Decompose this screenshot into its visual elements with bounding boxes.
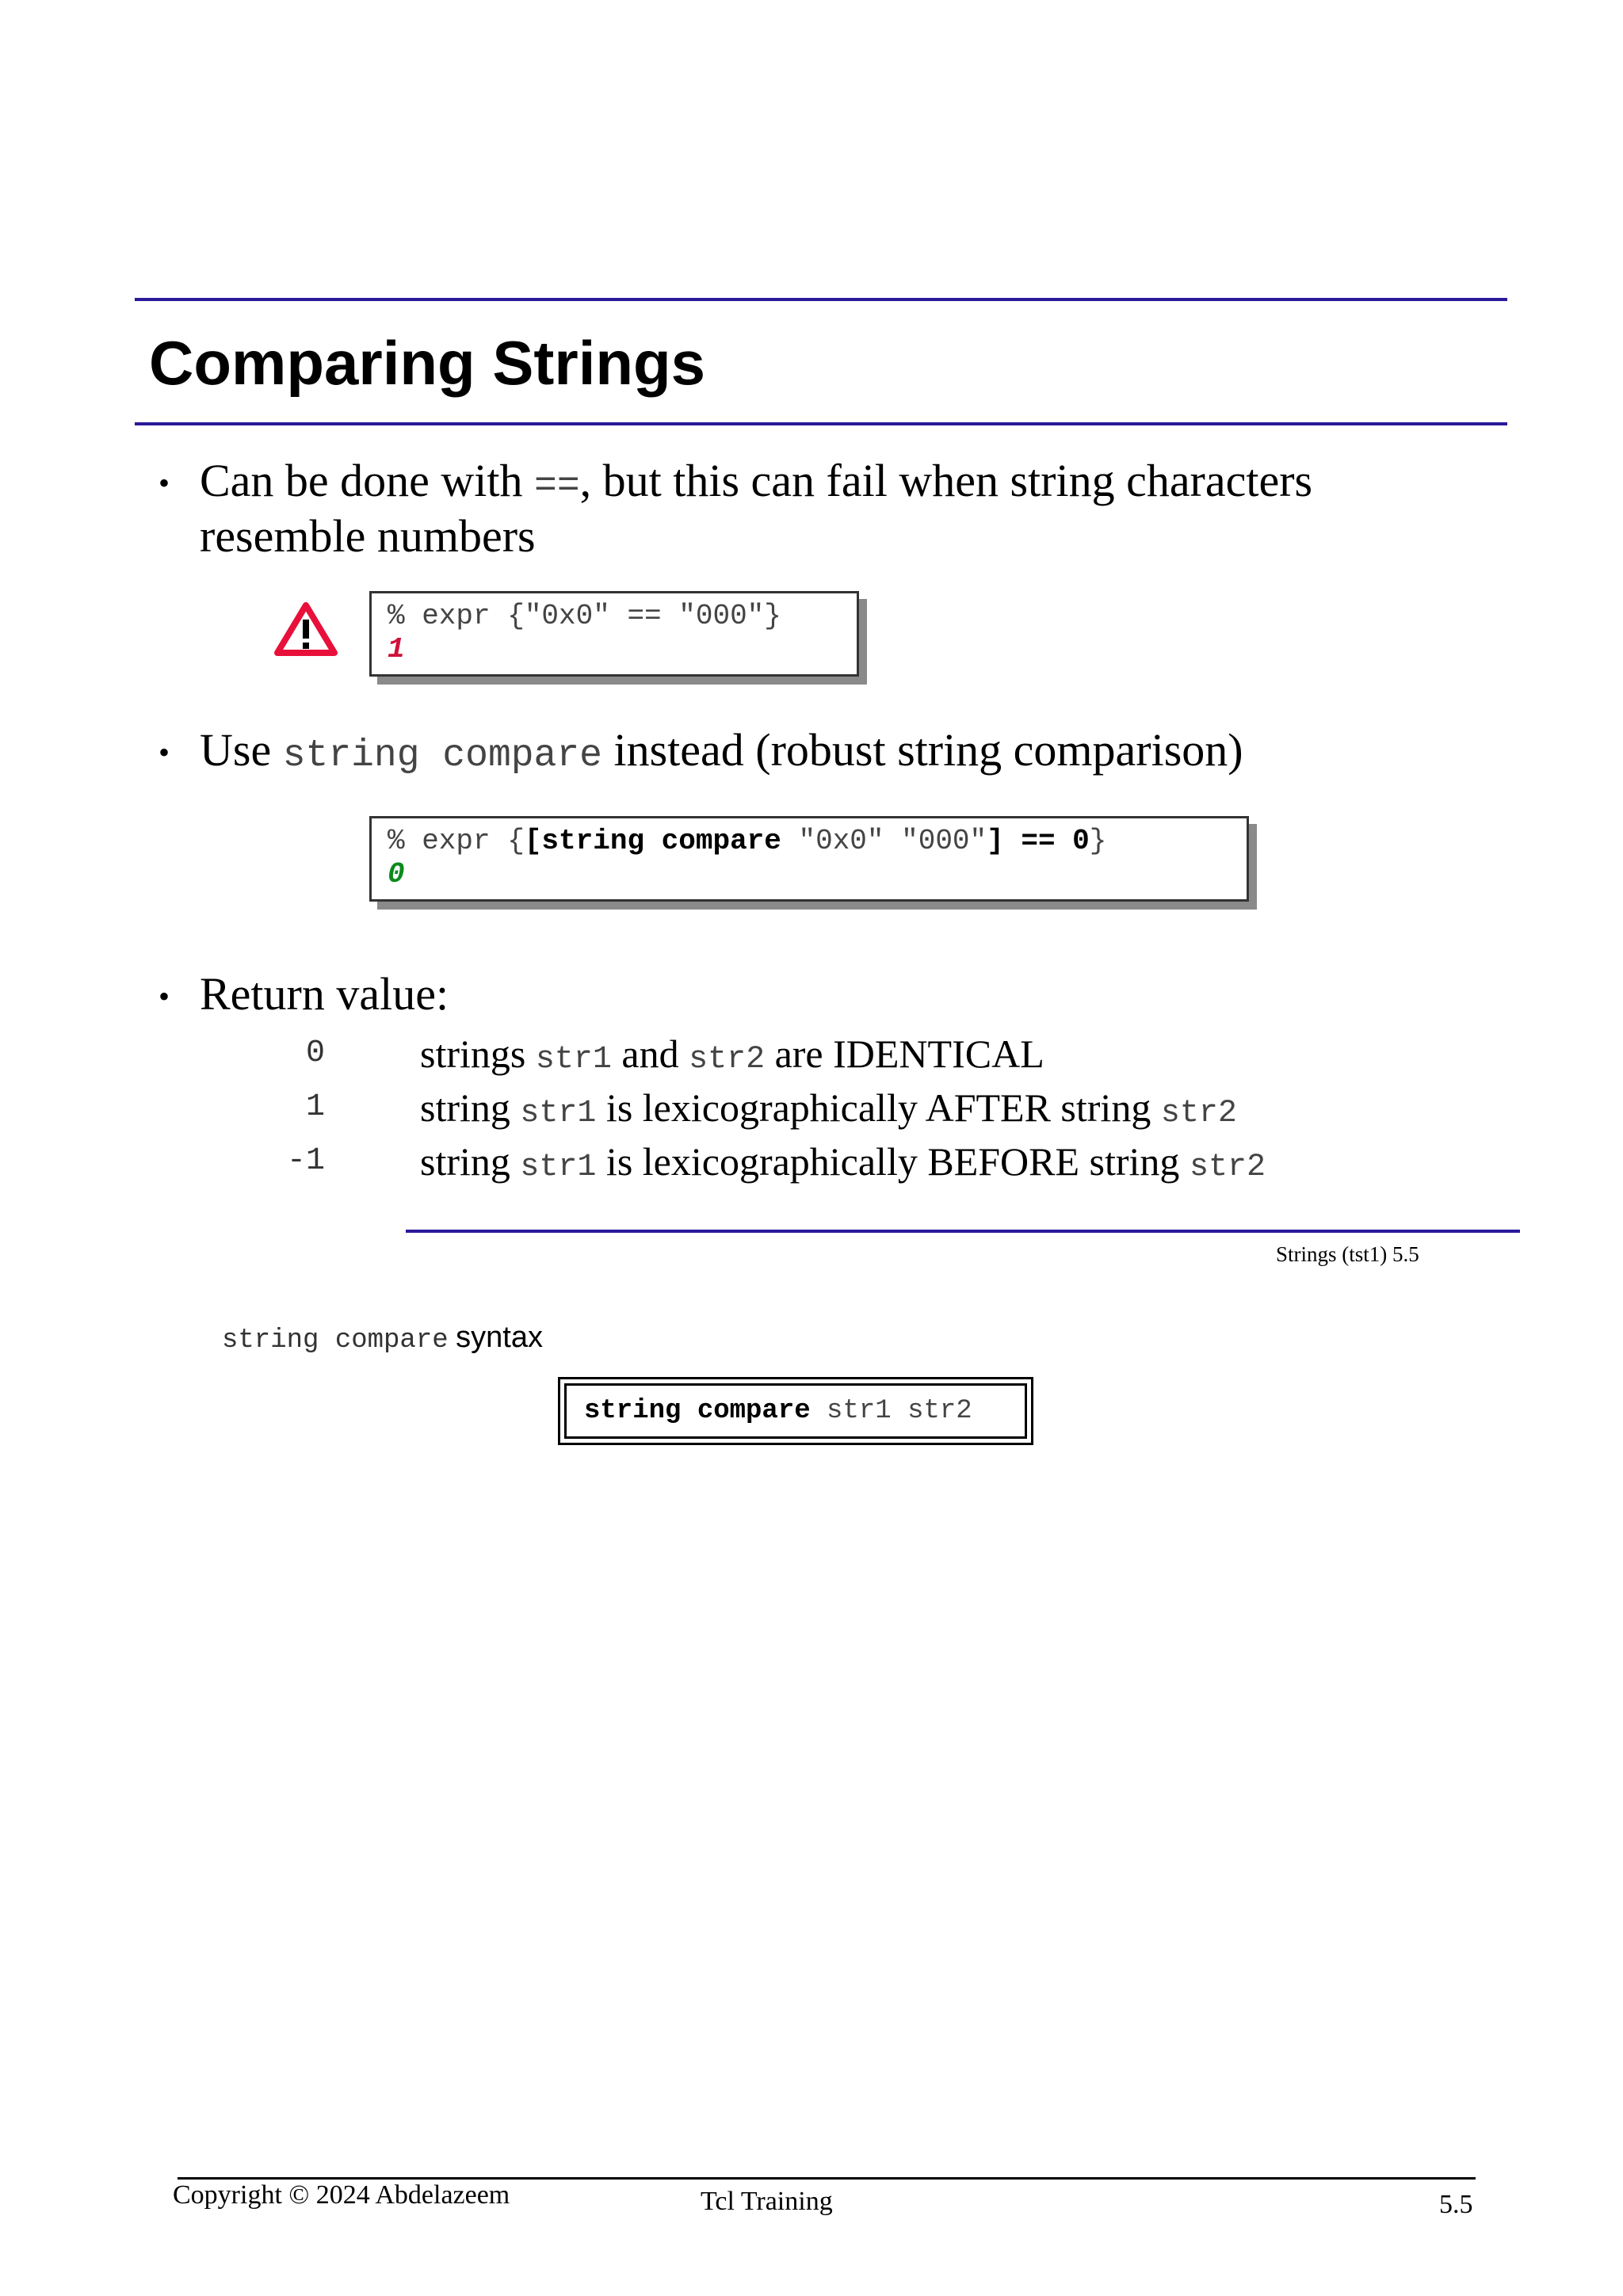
slide-bottom-rule (406, 1230, 1520, 1233)
bullet-3-text: Return value: (200, 968, 449, 1020)
footer-copyright: Copyright © 2024 Abdelazeem (173, 2180, 510, 2210)
title-rule-bottom (135, 422, 1507, 425)
return-value-description: string str1 is lexicographically AFTER string str2 (420, 1085, 1237, 1131)
syntax-box-inner: string compare str1 str2 (564, 1383, 1027, 1439)
return-value-description: string str1 is lexicographically BEFORE string str2 (420, 1139, 1266, 1185)
footer-course: Tcl Training (701, 2187, 833, 2216)
code-example-1-prompt: % expr {"0x0" == "000"} (388, 600, 781, 632)
return-value-code: 1 (305, 1089, 325, 1125)
return-value-code: -1 (286, 1143, 325, 1179)
bullet-2-text: Use string compare instead (robust string comparison) (200, 724, 1243, 777)
footer-page-number: 5.5 (1439, 2190, 1473, 2219)
return-value-description: strings str1 and str2 are IDENTICAL (420, 1032, 1044, 1077)
code-example-1 (369, 591, 859, 677)
bullet-1-text: Can be done with ==, but this can fail when string characters (200, 455, 1313, 508)
slide-reference: Strings (tst1) 5.5 (1276, 1242, 1419, 1266)
syntax-box (558, 1377, 1033, 1445)
code-example-1-result: 1 (388, 633, 405, 666)
syntax-heading: string compare syntax (222, 1321, 543, 1356)
bullet-dot-2: • (158, 734, 170, 770)
warning-triangle-icon (274, 601, 338, 658)
code-example-2: % expr {[string compare "0x0" "000"] == 0} 0 (369, 816, 1249, 902)
bullet-dot-3: • (158, 978, 170, 1014)
slide-title: Comparing Strings (149, 328, 706, 398)
inline-code: string compare (282, 734, 602, 777)
return-value-code: 0 (305, 1035, 325, 1071)
title-rule-top (135, 298, 1507, 301)
bullet-dot-1: • (158, 465, 170, 501)
inline-code: == (534, 465, 580, 508)
bullet-1-text-line2: resemble numbers (200, 510, 536, 562)
footer-rule (178, 2177, 1476, 2180)
code-example-2-result: 0 (388, 858, 405, 891)
